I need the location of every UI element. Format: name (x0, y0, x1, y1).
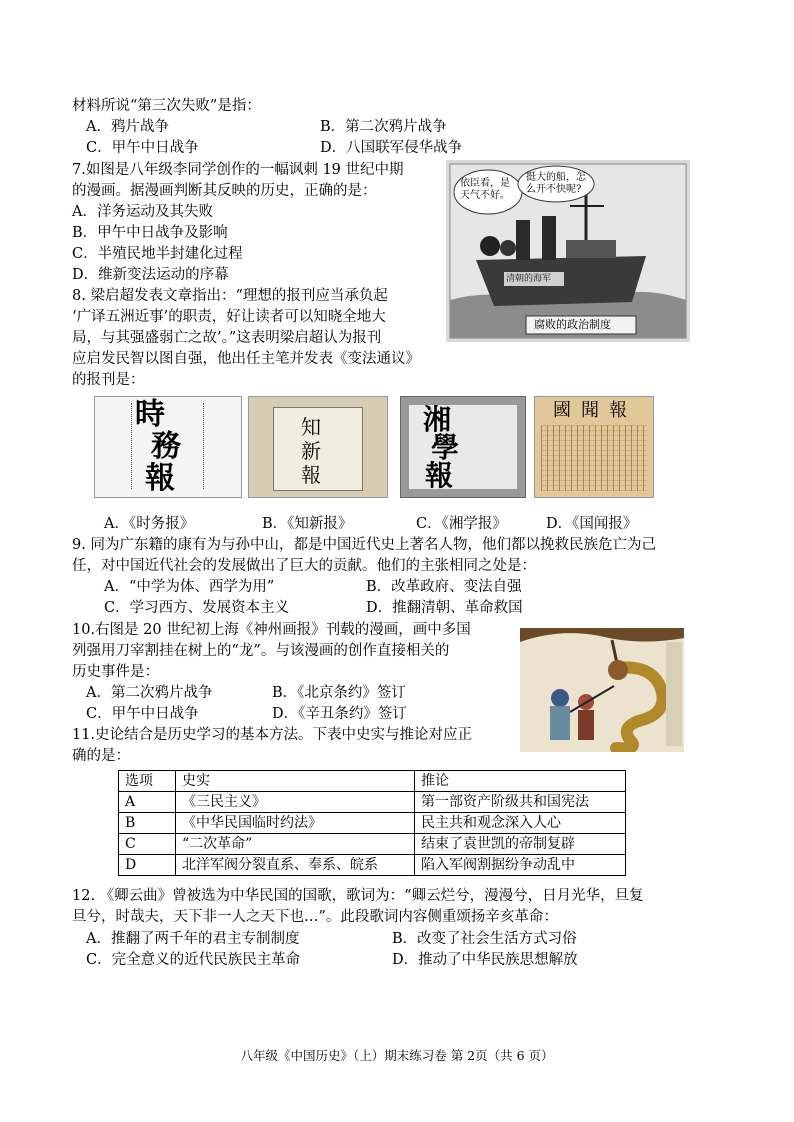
q11-line-2: 确的是： (72, 748, 130, 764)
table-cell: 《中华民国临时约法》 (176, 813, 415, 834)
q7-option-d: D．维新变法运动的序幕 (72, 267, 229, 283)
table-cell: 第一部资产阶级共和国宪法 (415, 792, 626, 813)
q12-line-1: 12. 《卿云曲》曾被选为中华民国的国歌，歌词为：“卿云烂兮，漫漫兮，日月光华，旦复 (72, 888, 644, 904)
q10-line-2: 列强用刀宰割挂在树上的“龙”。与该漫画的创作直接相关的 (72, 643, 450, 659)
q8-line-1: 8. 梁启超发表文章指出：“理想的报刊应当承负起 (72, 288, 388, 304)
table-row (119, 813, 626, 834)
q8-line-4: 应启发民智以图自强，他出任主笔并发表《变法通议》 (72, 351, 420, 367)
q8-line-3: 局，与其强盛弱亡之故’。”这表明梁启超认为报刊 (72, 330, 382, 346)
table-cell: D (119, 855, 176, 876)
q7-option-a: A．洋务运动及其失败 (72, 204, 213, 220)
q9-option-d: D．推翻清朝、革命救国 (366, 600, 523, 616)
q12-option-d: D．推动了中华民族思想解放 (392, 952, 578, 968)
page-footer: 八年级《中国历史》（上）期末练习卷 第 2页（共 6 页） (240, 1048, 554, 1063)
table-header-cell: 史实 (176, 771, 415, 792)
q11-line-1: 11.史论结合是历史学习的基本方法。下表中史实与推论对应正 (72, 727, 473, 743)
q9-option-c: C．学习西方、发展资本主义 (104, 600, 290, 616)
table-row (119, 834, 626, 855)
paper-char: 國 (553, 400, 571, 421)
table-header-row (119, 771, 626, 792)
ship-cartoon-image (446, 160, 690, 342)
paper-char: 學 (431, 431, 460, 464)
q8-option-a: A．《时务报》 (104, 516, 195, 532)
q7-line-2: 的漫画。据漫画判断其反映的历史，正确的是： (72, 183, 377, 199)
newspaper-guowenbao-image (534, 396, 654, 498)
table-row (119, 792, 626, 813)
q12-option-b: B．改变了社会生活方式习俗 (392, 931, 577, 947)
table-cell: 陷入军阀割据纷争动乱中 (415, 855, 626, 876)
table-cell: B (119, 813, 176, 834)
newspaper-zhixinbao-image (248, 396, 388, 498)
paper-char: 聞 (581, 400, 599, 421)
q10-option-a: A．第二次鸦片战争 (86, 685, 213, 701)
paper-char: 報 (425, 459, 454, 492)
q10-option-c: C．甲午中日战争 (86, 706, 199, 722)
paper-char: 報 (301, 463, 321, 487)
question-intro: 材料所说“第三次失败”是指： (72, 98, 261, 114)
table-cell: 《三民主义》 (176, 792, 415, 813)
q12-option-a: A．推翻了两千年的君主专制制度 (86, 931, 300, 947)
table-cell: 北洋军阀分裂直系、奉系、皖系 (176, 855, 415, 876)
speech-left-text: 依臣看，是天气不好。 (460, 178, 510, 201)
q9-line-1: 9. 同为广东籍的康有为与孙中山，都是中国近代史上著名人物，他们都以挽救民族危亡为己 (72, 537, 656, 553)
table-cell: A (119, 792, 176, 813)
q8-line-2: ‘广译五洲近事’的职责，好让读者可以知晓全地大 (72, 309, 386, 325)
q7-option-b: B．甲午中日战争及影响 (72, 225, 228, 241)
option-c: C．甲午中日战争 (86, 140, 199, 156)
q7-option-c: C．半殖民地半封建化过程 (72, 246, 243, 262)
cartoon-caption: 腐败的政治制度 (534, 318, 611, 331)
newspaper-xiangxuebao-image (400, 396, 526, 498)
ship-label: 清朝的海军 (506, 274, 552, 284)
q12-line-2: 旦兮，时哉夫，天下非一人之天下也…”。此段歌词内容侧重颂扬辛亥革命： (72, 909, 558, 925)
option-a: A．鸦片战争 (86, 119, 169, 135)
table-header-cell: 选项 (119, 771, 176, 792)
table-cell: 民主共和观念深入人心 (415, 813, 626, 834)
q10-option-d: D．《辛丑条约》签订 (272, 706, 407, 722)
q10-line-1: 10.右图是 20 世纪初上海《神州画报》刊载的漫画，画中多国 (72, 622, 471, 638)
q9-option-b: B．改革政府、变法自强 (366, 579, 522, 595)
paper-char: 報 (609, 400, 627, 421)
q8-option-d: D．《国闻报》 (546, 516, 638, 532)
paper-char: 務 (151, 429, 181, 464)
dragon-cartoon-image (520, 628, 684, 752)
option-b: B．第二次鸦片战争 (320, 119, 447, 135)
history-table (118, 770, 626, 876)
q9-line-2: 任，对中国近代社会的发展做出了巨大的贡献。他们的主张相同之处是： (72, 558, 536, 574)
table-row (119, 855, 626, 876)
newspaper-shiwubao-image (94, 396, 242, 498)
q9-option-a: A．“中学为体、西学为用” (104, 579, 275, 595)
table-cell: “二次革命” (176, 834, 415, 855)
paper-char: 知 (301, 415, 321, 439)
q8-line-5: 的报刊是： (72, 372, 145, 388)
option-d: D．八国联军侵华战争 (320, 140, 463, 156)
paper-char: 時 (135, 397, 165, 432)
paper-char: 報 (145, 461, 175, 496)
table-header-cell: 推论 (415, 771, 626, 792)
q7-line-1: 7.如图是八年级李同学创作的一幅讽刺 19 世纪中期 (72, 162, 404, 178)
paper-char: 湘 (423, 403, 452, 436)
paper-char: 新 (301, 439, 321, 463)
q10-line-3: 历史事件是： (72, 664, 159, 680)
q10-option-b: B．《北京条约》签订 (272, 685, 406, 701)
q8-option-c: C．《湘学报》 (416, 516, 507, 532)
table-cell: 结束了袁世凯的帝制复辟 (415, 834, 626, 855)
speech-right-text: 挺大的船，怎么开不快呢? (526, 172, 586, 195)
q8-option-b: B．《知新报》 (262, 516, 353, 532)
table-cell: C (119, 834, 176, 855)
q12-option-c: C．完全意义的近代民族民主革命 (86, 952, 301, 968)
